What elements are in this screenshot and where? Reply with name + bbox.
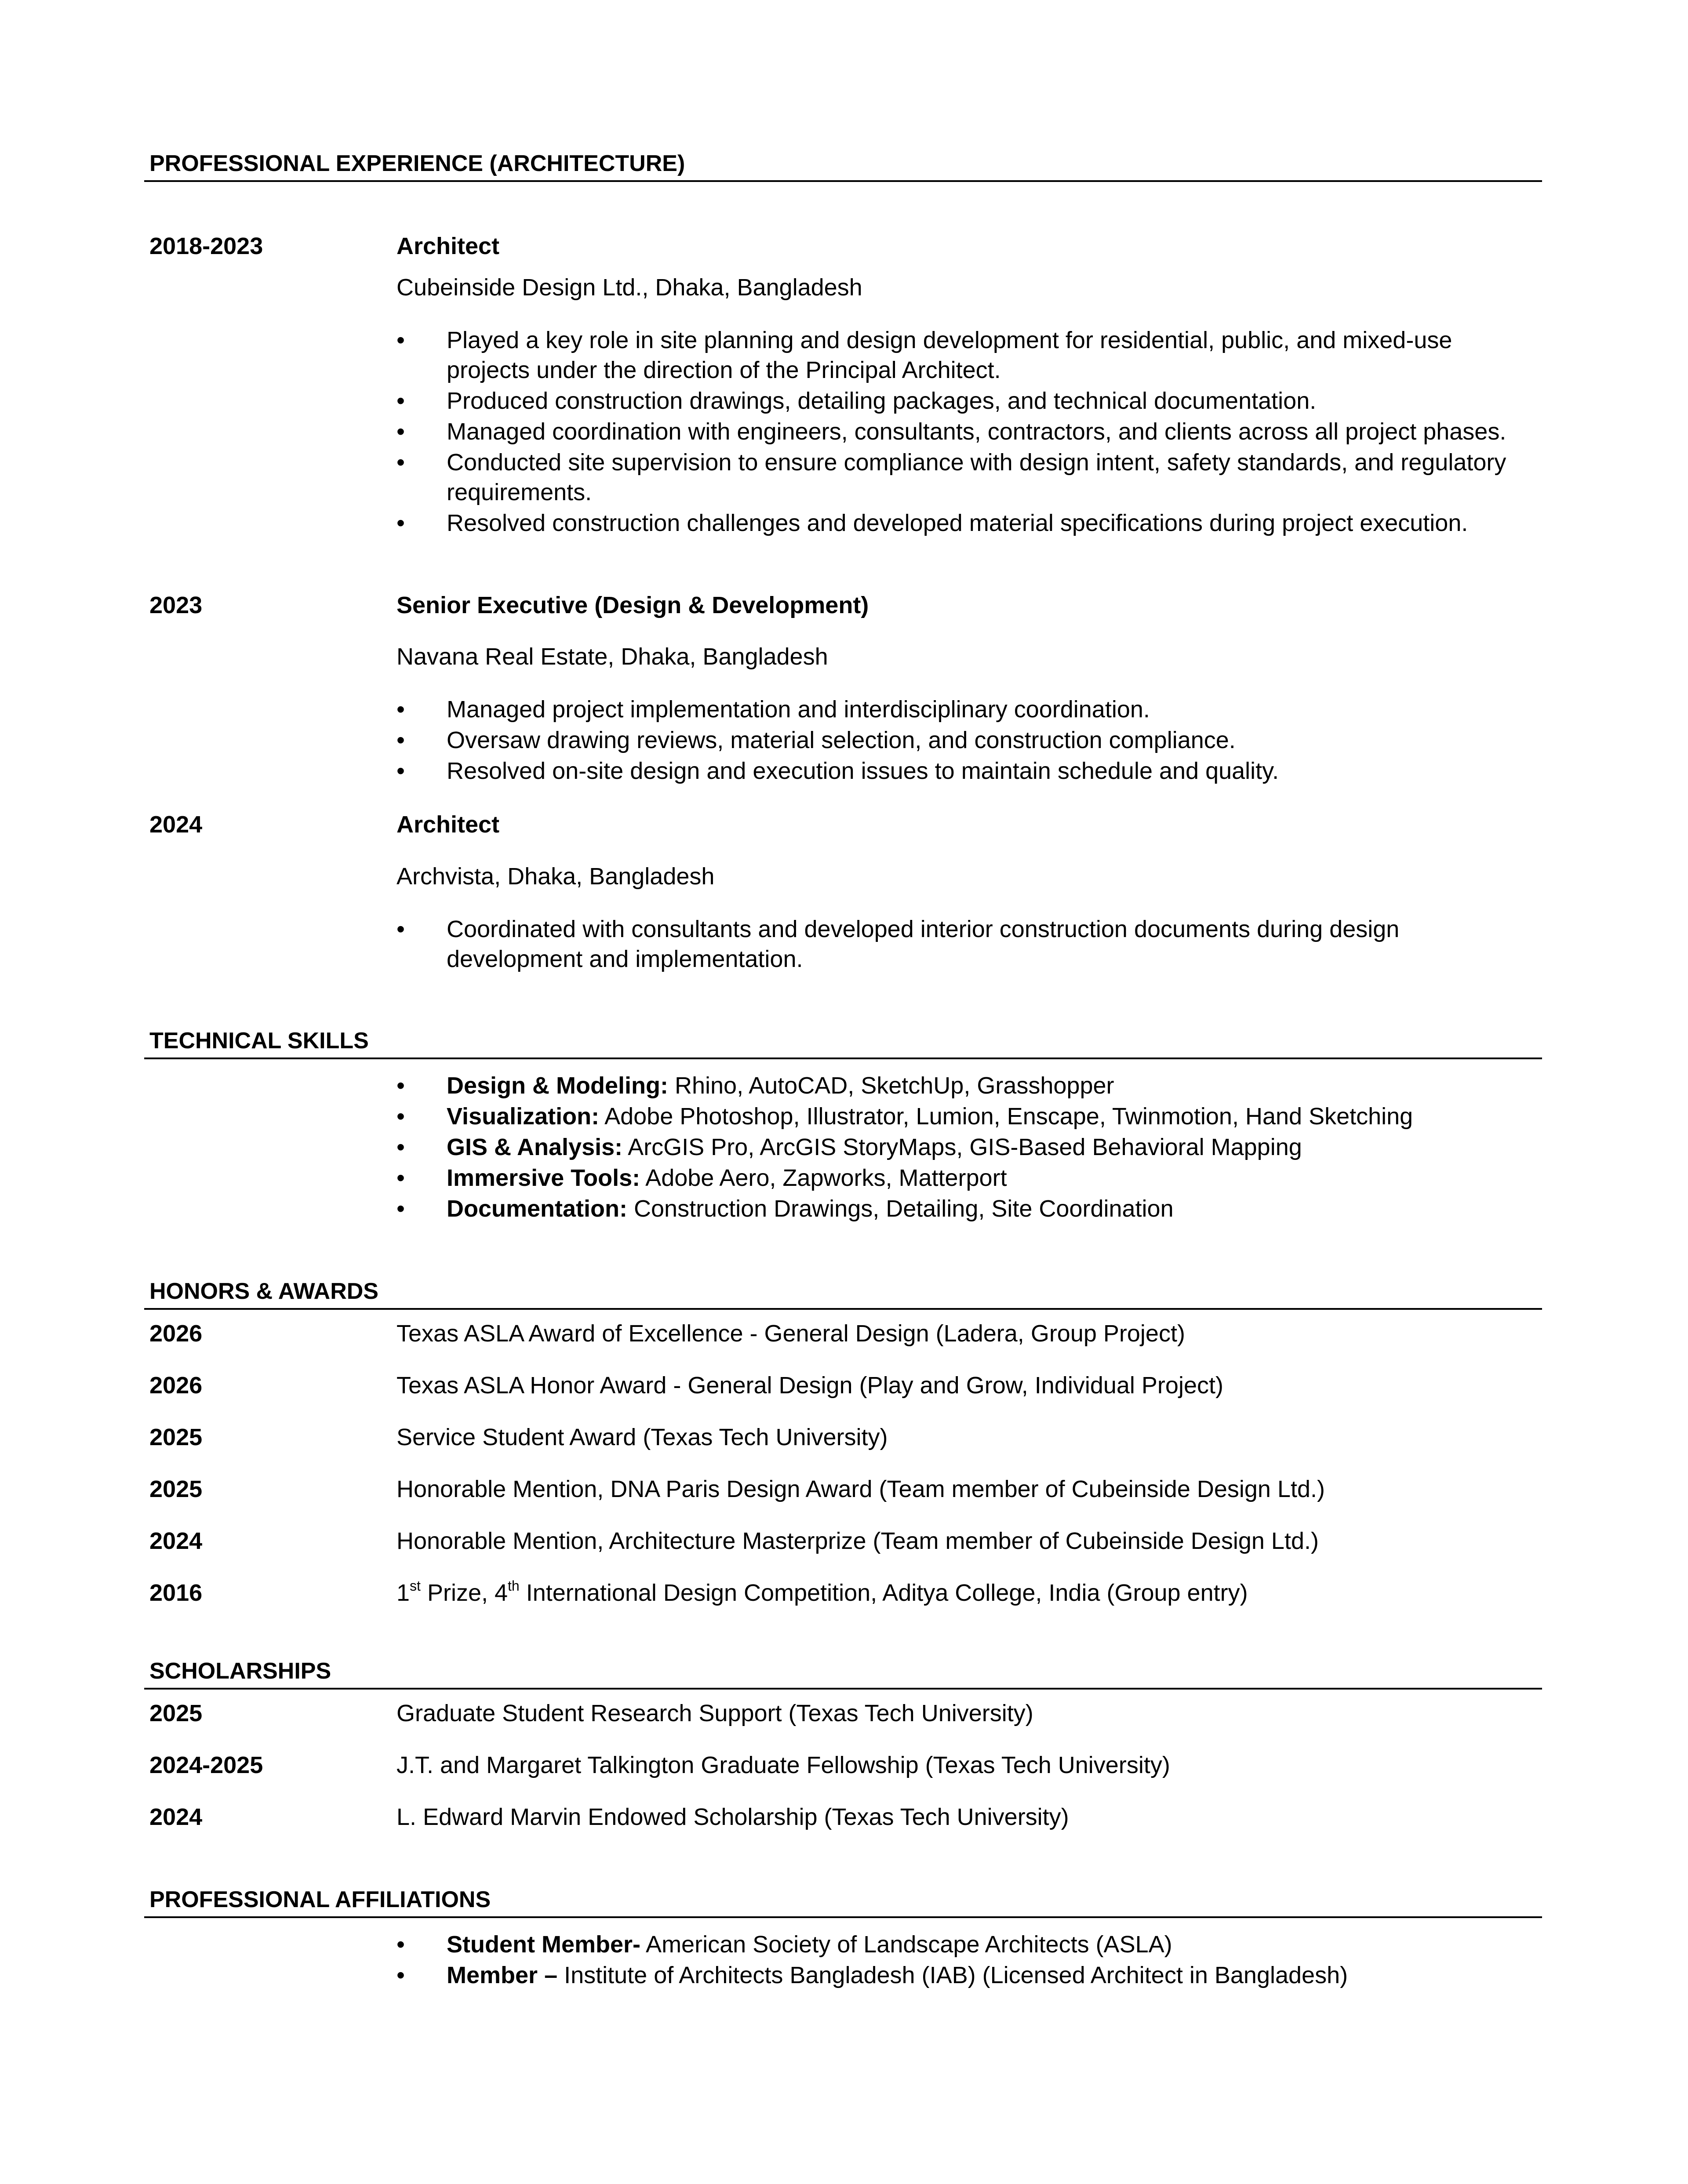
skills-rule xyxy=(144,1057,1542,1059)
scholarship-text: L. Edward Marvin Endowed Scholarship (Texas Tech University) xyxy=(397,1804,1069,1830)
affiliation-value: Institute of Architects Bangladesh (IAB) (Licensed Architect in Bangladesh) xyxy=(557,1962,1348,1988)
skill-label: Documentation: xyxy=(447,1196,627,1222)
award-text-part: 1 xyxy=(397,1580,410,1606)
skill-label: Design & Modeling: xyxy=(447,1072,668,1099)
experience-heading: PROFESSIONAL EXPERIENCE (ARCHITECTURE) xyxy=(149,151,685,176)
awards-heading: HONORS & AWARDS xyxy=(149,1279,378,1304)
skill-label: Immersive Tools: xyxy=(447,1165,640,1191)
job-role: Architect xyxy=(397,811,500,838)
affiliations-list xyxy=(397,1930,1531,1991)
ordinal-suffix: st xyxy=(410,1578,421,1594)
award-year: 2025 xyxy=(149,1476,203,1502)
list-item: • Managed project implementation and interdisciplinary coordination. xyxy=(397,694,1531,724)
list-item: • Oversaw drawing reviews, material selection, and construction compliance. xyxy=(397,725,1531,755)
job-bullets xyxy=(397,914,1531,975)
award-text-part: International Design Competition, Aditya College, India (Group entry) xyxy=(519,1580,1248,1606)
affiliations-rule xyxy=(144,1916,1542,1918)
award-text: Honorable Mention, Architecture Masterprize (Team member of Cubeinside Design Ltd.) xyxy=(397,1528,1319,1554)
skills-list xyxy=(397,1071,1531,1225)
awards-rule xyxy=(144,1308,1542,1310)
list-item: • Played a key role in site planning and design development for residential, public, and mixed-use projects under the direction of the Principal Architect. xyxy=(397,325,1531,385)
list-item xyxy=(397,1960,1531,1990)
job-company: Cubeinside Design Ltd., Dhaka, Bangladesh xyxy=(397,274,862,301)
list-item xyxy=(397,1132,1531,1162)
award-text: Texas ASLA Award of Excellence - General Design (Ladera, Group Project) xyxy=(397,1320,1185,1347)
list-item: • Produced construction drawings, detailing packages, and technical documentation. xyxy=(397,386,1531,416)
job-years: 2018-2023 xyxy=(149,233,263,259)
skill-label: GIS & Analysis: xyxy=(447,1134,623,1160)
affiliation-label: Member – xyxy=(447,1962,558,1988)
job-role: Senior Executive (Design & Development) xyxy=(397,592,869,618)
experience-rule xyxy=(144,180,1542,182)
scholarships-heading: SCHOLARSHIPS xyxy=(149,1658,331,1684)
affiliations-heading: PROFESSIONAL AFFILIATIONS xyxy=(149,1887,491,1912)
list-item xyxy=(397,1071,1531,1101)
scholarship-text: Graduate Student Research Support (Texas Tech University) xyxy=(397,1700,1033,1726)
affiliation-value: American Society of Landscape Architects (ASLA) xyxy=(640,1931,1172,1958)
list-item xyxy=(397,1194,1531,1224)
job-bullets xyxy=(397,325,1531,539)
skill-label: Visualization: xyxy=(447,1103,600,1130)
job-company: Navana Real Estate, Dhaka, Bangladesh xyxy=(397,643,828,670)
skill-value: Adobe Aero, Zapworks, Matterport xyxy=(640,1165,1007,1191)
affiliation-label: Student Member- xyxy=(447,1931,641,1958)
list-item xyxy=(397,1101,1531,1131)
skill-value: ArcGIS Pro, ArcGIS StoryMaps, GIS-Based Behavioral Mapping xyxy=(622,1134,1302,1160)
award-text: Texas ASLA Honor Award - General Design (Play and Grow, Individual Project) xyxy=(397,1372,1223,1399)
skill-value: Construction Drawings, Detailing, Site Coordination xyxy=(627,1196,1174,1222)
list-item: • Managed coordination with engineers, consultants, contractors, and clients across all project phases. xyxy=(397,417,1531,447)
job-bullets xyxy=(397,694,1531,787)
list-item: • Conducted site supervision to ensure compliance with design intent, safety standards, and regulatory requirements. xyxy=(397,447,1531,507)
scholarship-year: 2025 xyxy=(149,1700,203,1726)
scholarships-rule xyxy=(144,1688,1542,1690)
job-years: 2023 xyxy=(149,592,203,618)
job-company: Archvista, Dhaka, Bangladesh xyxy=(397,863,715,890)
list-item: • Resolved construction challenges and developed material specifications during project execution. xyxy=(397,508,1531,538)
award-text-part: Prize, 4 xyxy=(420,1580,508,1606)
list-item xyxy=(397,1163,1531,1193)
award-year: 2016 xyxy=(149,1580,203,1606)
skill-value: Rhino, AutoCAD, SketchUp, Grasshopper xyxy=(668,1072,1114,1099)
scholarship-year: 2024-2025 xyxy=(149,1752,263,1778)
award-year: 2026 xyxy=(149,1372,203,1399)
job-role: Architect xyxy=(397,233,500,259)
award-year: 2025 xyxy=(149,1424,203,1450)
award-year: 2024 xyxy=(149,1528,203,1554)
award-text: Service Student Award (Texas Tech University) xyxy=(397,1424,888,1450)
skills-heading: TECHNICAL SKILLS xyxy=(149,1028,369,1054)
award-year: 2026 xyxy=(149,1320,203,1347)
ordinal-suffix: th xyxy=(508,1578,520,1594)
list-item xyxy=(397,1930,1531,1959)
scholarship-year: 2024 xyxy=(149,1804,203,1830)
scholarship-text: J.T. and Margaret Talkington Graduate Fellowship (Texas Tech University) xyxy=(397,1752,1170,1778)
list-item: • Coordinated with consultants and developed interior construction documents during design development and implementation. xyxy=(397,914,1531,974)
award-text xyxy=(397,1578,1248,1608)
skill-value: Adobe Photoshop, Illustrator, Lumion, Enscape, Twinmotion, Hand Sketching xyxy=(599,1103,1413,1130)
job-years: 2024 xyxy=(149,811,203,838)
list-item: • Resolved on-site design and execution issues to maintain schedule and quality. xyxy=(397,756,1531,786)
award-text: Honorable Mention, DNA Paris Design Award (Team member of Cubeinside Design Ltd.) xyxy=(397,1476,1325,1502)
